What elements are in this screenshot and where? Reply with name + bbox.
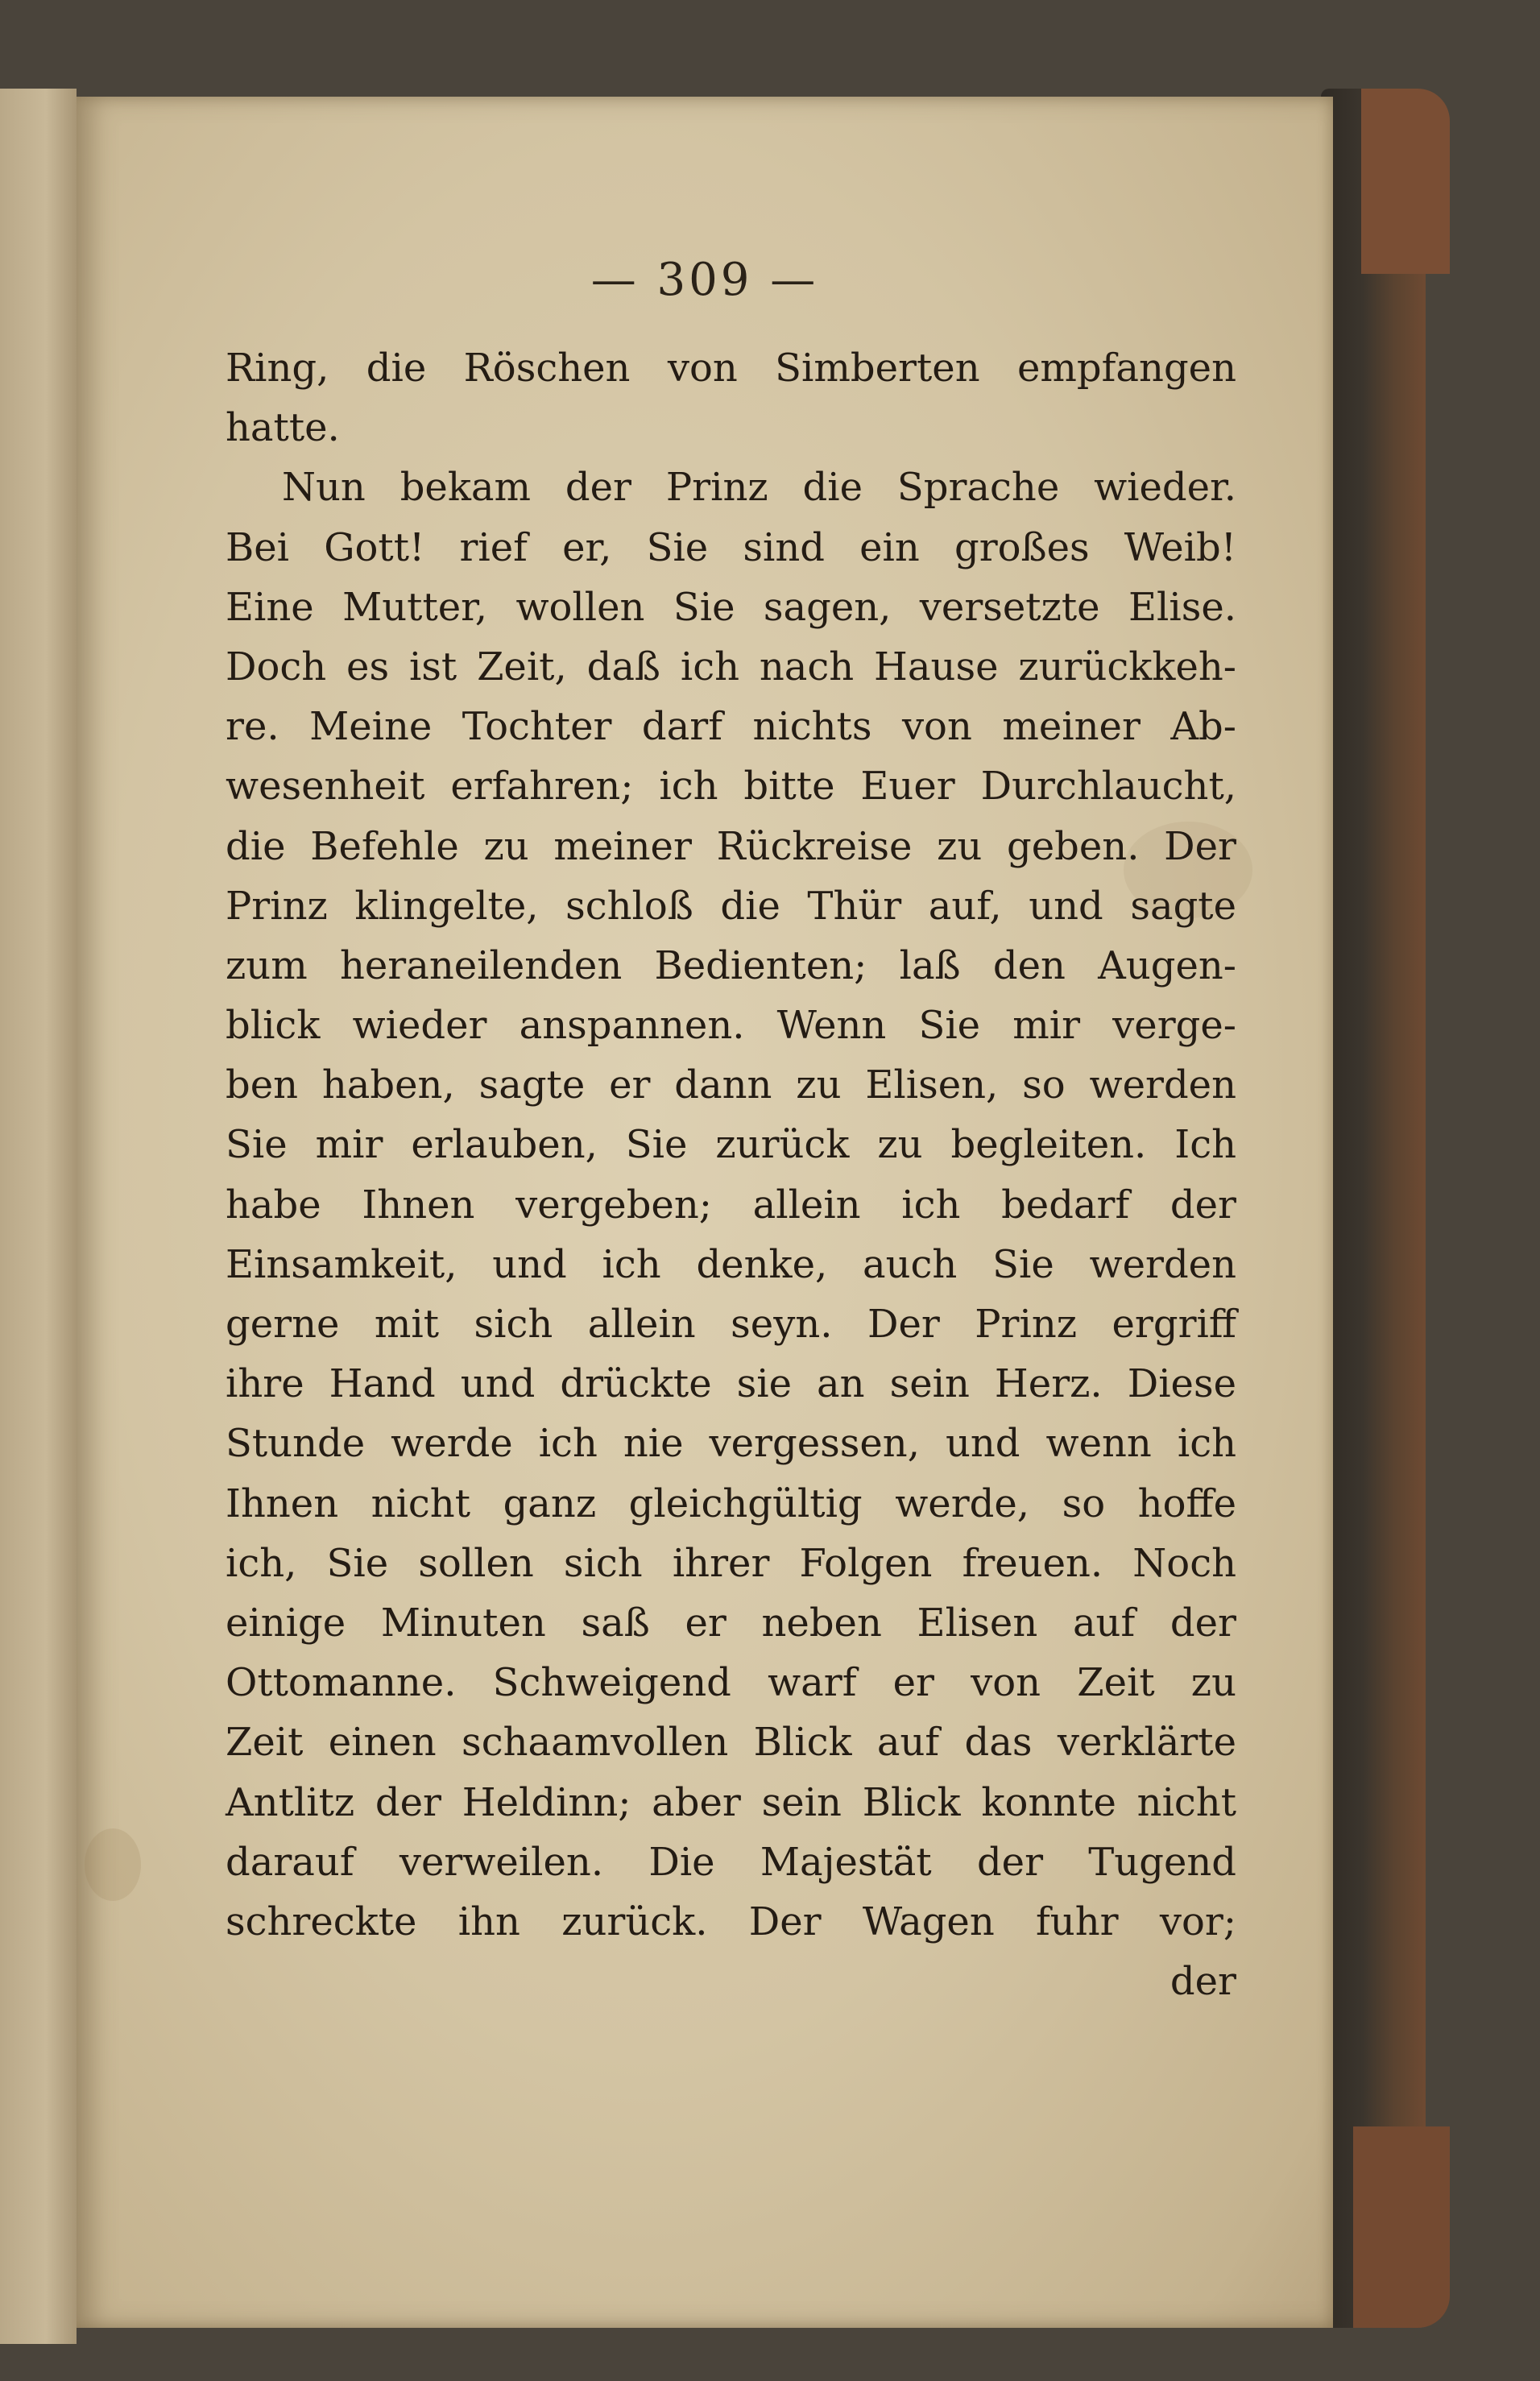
text-line: ihre Hand und drückte sie an sein Herz. Diese	[226, 1361, 1236, 1407]
text-line: Antlitz der Heldinn; aber sein Blick konnte nicht	[226, 1779, 1236, 1825]
book-cover-edge	[1321, 89, 1426, 2328]
text-line: Doch es ist Zeit, daß ich nach Hause zurückkeh-	[226, 644, 1236, 689]
left-page-edge	[0, 89, 77, 2344]
text-line: schreckte ihn zurück. Der Wagen fuhr vor;	[226, 1899, 1236, 1944]
text-line: Zeit einen schaamvollen Blick auf das verklärte	[226, 1720, 1236, 1766]
text-line: Nun bekam der Prinz die Sprache wieder.	[282, 465, 1236, 511]
text-line: Ring, die Röschen von Simberten empfangen	[226, 346, 1236, 391]
text-line: Ihnen nicht ganz gleichgültig werde, so hoffe	[226, 1480, 1236, 1526]
text-line: Stunde werde ich nie vergessen, und wenn ich	[226, 1421, 1236, 1467]
text-line: Sie mir erlauben, Sie zurück zu begleiten. Ich	[226, 1122, 1236, 1168]
text-line: ich, Sie sollen sich ihrer Folgen freuen. Noch	[226, 1540, 1236, 1586]
page-text	[226, 338, 1236, 2011]
text-line: Einsamkeit, und ich denke, auch Sie werden	[226, 1241, 1236, 1287]
text-line: einige Minuten saß er neben Elisen auf der	[226, 1600, 1236, 1646]
cover-corner-top	[1361, 89, 1450, 274]
text-line: Bei Gott! rief er, Sie sind ein großes Weib!	[226, 524, 1236, 570]
text-line: gerne mit sich allein seyn. Der Prinz ergriff	[226, 1302, 1236, 1347]
page-stain	[85, 1828, 141, 1901]
text-line: blick wieder anspannen. Wenn Sie mir verge-	[226, 1003, 1236, 1049]
text-line: Ottomanne. Schweigend warf er von Zeit zu	[226, 1660, 1236, 1706]
text-line: die Befehle zu meiner Rückreise zu geben. Der	[226, 823, 1236, 869]
text-line: ben haben, sagte er dann zu Elisen, so werden	[226, 1062, 1236, 1108]
text-line: hatte.	[226, 405, 340, 451]
text-line: zum heraneilenden Bedienten; laß den Augen-	[226, 942, 1236, 988]
text-line: Eine Mutter, wollen Sie sagen, versetzte Elise.	[226, 584, 1236, 630]
text-line: wesenheit erfahren; ich bitte Euer Durchlaucht,	[226, 764, 1236, 810]
text-line: darauf verweilen. Die Majestät der Tugend	[226, 1839, 1236, 1885]
text-line: habe Ihnen vergeben; allein ich bedarf der	[226, 1182, 1236, 1228]
catchword: der	[1169, 1959, 1236, 2005]
text-line: Prinz klingelte, schloß die Thür auf, und sagte	[226, 883, 1236, 929]
book-page	[77, 97, 1333, 2328]
text-line: re. Meine Tochter darf nichts von meiner Ab-	[226, 704, 1236, 750]
cover-corner-bottom	[1353, 2126, 1450, 2328]
page-number: — 309 —	[590, 254, 819, 306]
